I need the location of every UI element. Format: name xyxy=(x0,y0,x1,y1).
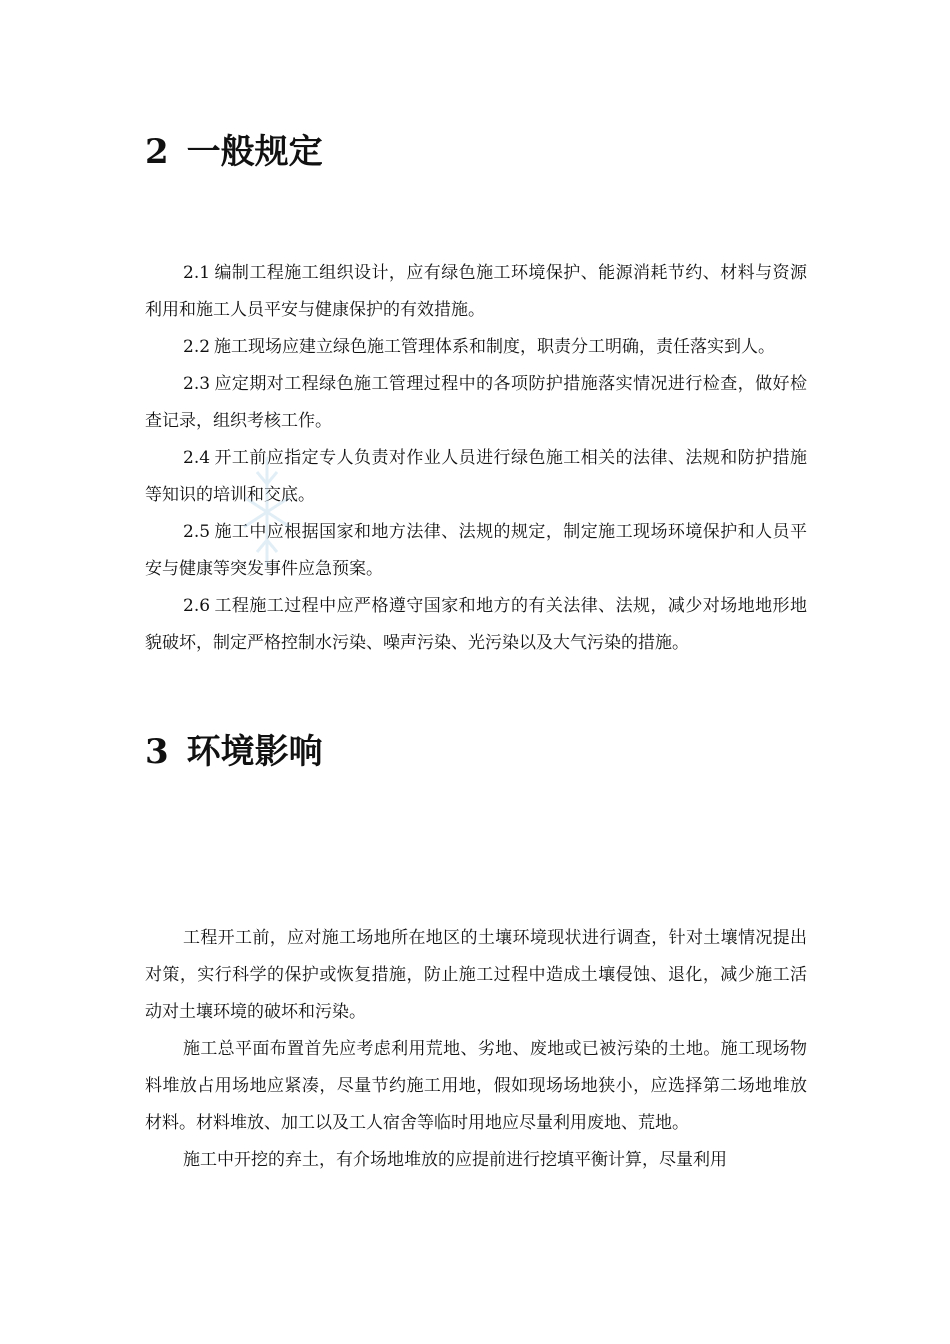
clause-number: 2.1 xyxy=(183,263,211,283)
clause-text: 施工中应根据国家和地方法律、法规的规定，制定施工现场环境保护和人员平安与健康等突发事件应急预案。 xyxy=(145,522,807,579)
section-body xyxy=(145,920,807,1179)
body-paragraph: 工程开工前，应对施工场地所在地区的土壤环境现状进行调查，针对土壤情况提出对策，实行科学的保护或恢复措施，防止施工过程中造成土壤侵蚀、退化，减少施工活动对土壤环境的破坏和污染。 xyxy=(145,928,807,1022)
section-number: 2 xyxy=(145,132,169,172)
body-paragraph: 施工总平面布置首先应考虑利用荒地、劣地、废地或已被污染的土地。施工现场物料堆放占用场地应紧凑，尽量节约施工用地，假如现场场地狭小，应选择第二场地堆放材料。材料堆放、加工以及工人宿舍等临时用地应尽量利用废地、荒地。 xyxy=(145,1039,807,1133)
clause-paragraph xyxy=(145,440,807,514)
clause-text: 应定期对工程绿色施工管理过程中的各项防护措施落实情况进行检查，做好检查记录，组织考核工作。 xyxy=(145,374,807,431)
clause-paragraph xyxy=(145,329,807,366)
clause-number: 2.3 xyxy=(183,374,211,394)
clause-text: 开工前应指定专人负责对作业人员进行绿色施工相关的法律、法规和防护措施等知识的培训和交底。 xyxy=(145,448,807,505)
clause-number: 2.6 xyxy=(183,596,211,616)
clause-text: 工程施工过程中应严格遵守国家和地方的有关法律、法规，减少对场地地形地貌破坏，制定严格控制水污染、噪声污染、光污染以及大气污染的措施。 xyxy=(145,596,807,653)
body-paragraph: 施工中开挖的弃土，有介场地堆放的应提前进行挖填平衡计算，尽量利用 xyxy=(183,1150,727,1170)
section-body xyxy=(145,255,807,662)
clause-paragraph xyxy=(145,514,807,588)
clause-number: 2.5 xyxy=(183,522,211,542)
section-heading xyxy=(145,132,323,172)
clause-paragraph xyxy=(145,366,807,440)
section-title: 环境影响 xyxy=(186,732,323,772)
clause-text: 编制工程施工组织设计，应有绿色施工环境保护、能源消耗节约、材料与资源利用和施工人员平安与健康保护的有效措施。 xyxy=(145,263,807,320)
section-number: 3 xyxy=(145,732,169,772)
section-heading xyxy=(145,732,323,772)
clause-text: 施工现场应建立绿色施工管理体系和制度，职责分工明确，责任落实到人。 xyxy=(214,337,776,357)
clause-number: 2.2 xyxy=(183,337,211,357)
section-title: 一般规定 xyxy=(186,132,323,172)
clause-paragraph xyxy=(145,255,807,329)
clause-number: 2.4 xyxy=(183,448,211,468)
clause-paragraph xyxy=(145,588,807,662)
